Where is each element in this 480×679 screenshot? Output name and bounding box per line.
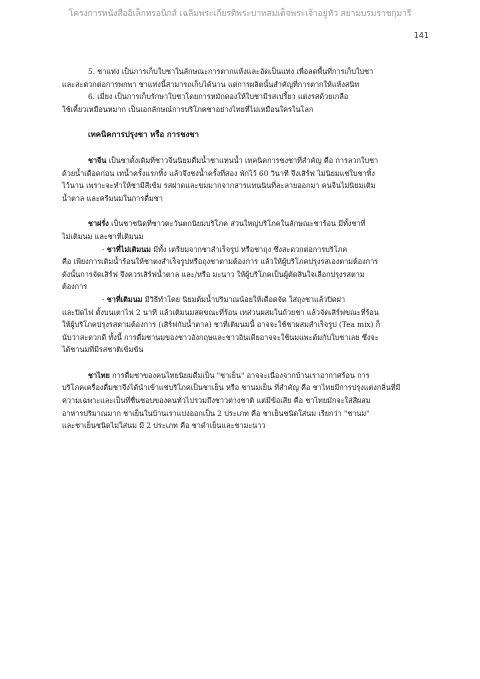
paragraph-thai-tea-line-2: บริโภคเครื่องดื่มชาจึงได้นำเข้าแช่บริโภคเป็นชาเย็น หรือ ชานมเย็น ที่สำคัญ คือ ชาไทยมีการปรุงแต่งกลิ่นที่มี (62, 383, 401, 393)
term-no-milk-tea: ชาที่ไม่เติมนม (106, 244, 151, 254)
paragraph-5-line-1: 5. ชาแท่ง เป็นการเก็บใบชาในลักษณะการตากแห้งและอัดเป็นแท่ง เพื่อลดพื้นที่การเก็บใบชา (88, 67, 374, 76)
text: เป็นชาดั้งเดิมที่ชาวจีนนิยมดื่มน้ำชาแทนน้ำ เทคนิคการชงชาที่สำคัญ คือ การลวกใบชา (106, 155, 379, 165)
paragraph-western-tea-line-1 (62, 218, 428, 231)
term-western-tea: ชาฝรั่ง (88, 219, 109, 229)
paragraph-no-milk-line-1 (62, 244, 428, 257)
paragraph-thai-tea-line-5: และชาเย็นชนิดไม่ใส่นม มี 2 ประเภท คือ ชาดำเย็นและชามะนาว (62, 421, 266, 431)
text: เป็นชาชนิดที่ชาวตะวันตกนิยมบริโภค ส่วนใหญ่บริโภคในลักษณะชาร้อน มีทั้งชาที่ (108, 219, 366, 229)
paragraph-milk-tea-line-4: นับว่าสะดวกดี ทั้งนี้ การดื่มชานมของชาวอังกฤษและชาวอินเดียอาจจะใช้นมแพะต้มกับใบชาเลย ซึ่งจะ (62, 332, 379, 342)
paragraph-chinese-tea-line-1 (62, 155, 428, 168)
page-header: โครงการหนังสืออิเล็กทรอนิกส์ เฉลิมพระเกียรติพระบาทสมเด็จพระเจ้าอยู่หัว สยามบรมราชกุมารี (68, 9, 412, 19)
paragraph-chinese-tea-line-4: น้ำตาล และครีมนมในการดื่มชา (62, 193, 163, 203)
section-title: เทคนิคการปรุงชา หรือ การชงชา (88, 130, 199, 140)
paragraph-western-tea-line-2: ไม่เติมนม และชาที่เติมนม (62, 231, 144, 241)
paragraph-chinese-tea-line-2: ด้วยน้ำเดือดก่อน เทน้ำครั้งแรกทิ้ง แล้วจึงชงน้ำครั้งที่สอง พักไว้ 60 วินาที จึงเสิร์ฟ ไม่นิยมแช่ใบชาทิ้ง (62, 168, 375, 178)
paragraph-milk-tea-line-2: และปิดไฟ ตั้งบนเตาไฟ 2 นาที แล้วเติมนมสดขณะที่ร้อน เทส่วนผสมในถ้วยชา แล้วจัดเสิร์ฟขณะที่ร้อน (62, 307, 379, 317)
term-chinese-tea: ชาจีน (88, 155, 107, 165)
paragraph-no-milk-line-2: คือ เพียงการเติมน้ำร้อนให้ชาตงสำเร็จรูปหรือถุงชาตามต้องการ แล้วให้ผู้บริโภคปรุงรสเองตามต้องการ (62, 257, 379, 267)
dash: - (102, 244, 107, 254)
text: มีวิธีทำโดย นิยมต้มน้ำปริมาณน้อยให้เดือดจัด ใส่ถุงชาแล้วปิดฝา (142, 294, 346, 304)
paragraph-milk-tea-line-1 (62, 294, 428, 307)
paragraph-thai-tea-line-4: อาหารปริมาณมาก ชาเย็นในบ้านเราแบ่งออกเป็น 2 ประเภท คือ ชาเย็นชนิดใส่นม เรียกว่า "ชานม" (62, 408, 370, 418)
paragraph-no-milk-line-3: ดังนั้นการจัดเสิร์ฟ จึงควรเสิร์ฟน้ำตาล และ/หรือ มะนาว ให้ผู้บริโภคเป็นผู้ตัดสินใจเลือกปรุงรสตาม (62, 269, 365, 279)
dash: - (102, 294, 107, 304)
paragraph-5-line-2: และสะดวกต่อการพกพา ชาแท่งนี้สามารถเก็บได้นาน แต่การผลิตนั้นสำคัญที่การตากให้แห้งสนิท (62, 79, 360, 89)
document-body (62, 66, 428, 433)
paragraph-6-line-1: 6. เมี่ยง เป็นการเก็บรักษาใบชาโดยการหมักดองให้ใบชามีรสเปรี้ยว แต่งรสด้วยเกลือ (88, 92, 349, 102)
paragraph-milk-tea-line-3: ให้ผู้บริโภคปรุงรสตามต้องการ (เสิร์ฟกับน้ำตาล) ชาที่เติมนมนี้ อาจจะใช้ชาผสมสำเร็จรูป (Tea mix) ก็ (62, 320, 381, 330)
text: มีทั้ง เตรียมจากชาสำเร็จรูป หรือชาถุง ซึ่งสะดวกต่อการบริโภค (150, 244, 348, 254)
text: การดื่มชาของคนไทยนิยมดื่มเป็น "ชาเย็น" อาจจะเนื่องจากบ้านเราอากาศร้อน การ (109, 370, 370, 380)
paragraph-thai-tea-line-1 (62, 370, 428, 383)
term-thai-tea: ชาไทย (88, 370, 110, 380)
paragraph-thai-tea-line-3: ความเฉพาะและเป็นที่ชื่นชอบของคนทั่วไปรวมถึงชาวต่างชาติ แต่มีข้อเสีย คือ ชาไทยมักจะใส่สีผสม (62, 396, 371, 406)
page-number: 141 (413, 31, 429, 40)
paragraph-milk-tea-line-5: ได้ชานมที่มีรสชาติเข้มข้น (62, 345, 144, 355)
paragraph-chinese-tea-line-3: ไว้นาน เพราะจะทำให้ชามีสีเข้ม รสฝาดและขมมากจากสารแทนนินที่ละลายออกมา คนจีนไม่นิยมเติม (62, 181, 376, 191)
paragraph-no-milk-line-4: ต้องการ (62, 282, 88, 292)
paragraph-6-line-2: ใช้เคี้ยวเหมือนหมาก เป็นเอกลักษณ์การบริโภคชาอย่างไทยที่ไม่เหมือนใครในโลก (62, 104, 314, 114)
term-milk-tea: ชาที่เติมนม (106, 294, 143, 304)
